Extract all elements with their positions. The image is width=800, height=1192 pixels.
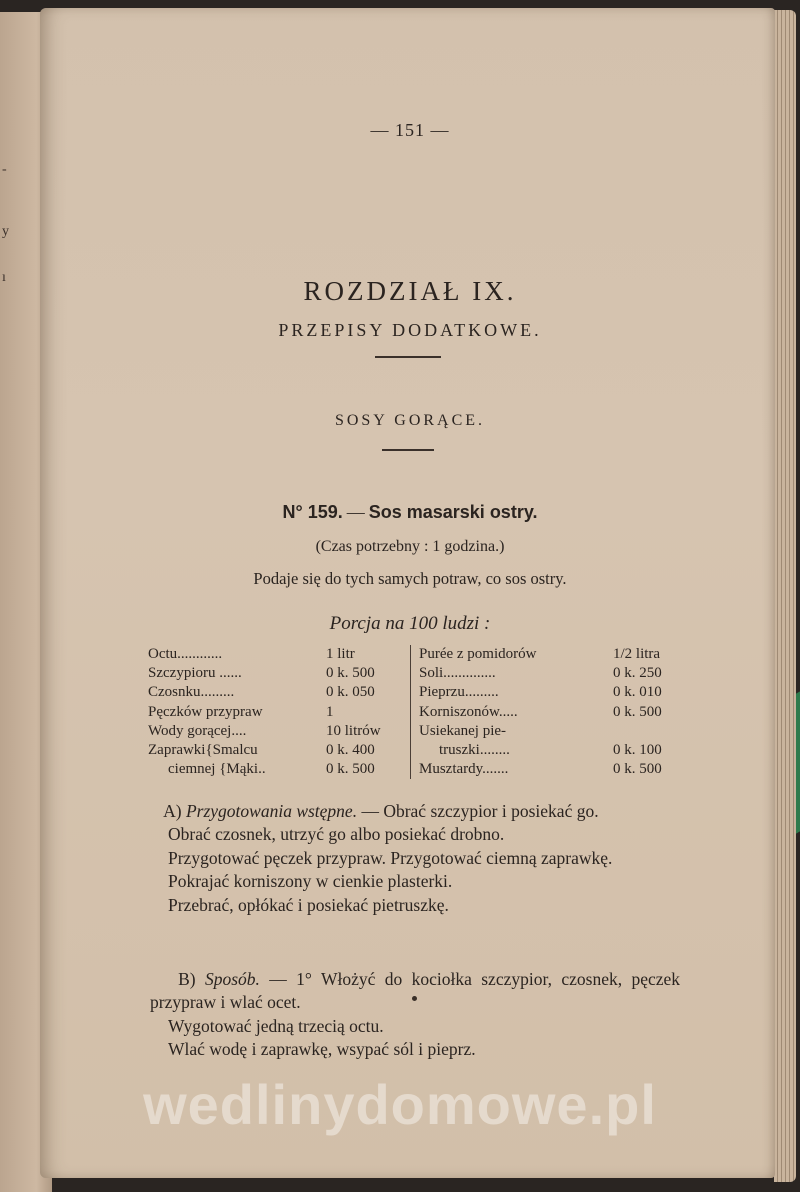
page-number: — 151 — (370, 120, 450, 140)
ingredient-row: Pęczków przypraw 1 (148, 703, 334, 720)
section-b-heading: Sposób. (204, 969, 260, 989)
ingredient-row: ciemnej {Mąki.. 0 k. 500 (168, 761, 375, 778)
paragraph-line: Wygotować jedną trzecią octu. (168, 1015, 384, 1036)
ingredients-right-column (410, 645, 687, 779)
paragraph-line: Obrać czosnek, utrzyć go albo posiekać drobno. (168, 824, 505, 845)
left-margin-char: ı (2, 270, 6, 285)
recipe-name: Sos masarski ostry. (368, 502, 538, 522)
time-note: (Czas potrzebny : 1 godzina.) (315, 538, 505, 555)
section-a (150, 800, 680, 917)
ingredient-row: truszki........ 0 k. 100 (439, 741, 662, 758)
ingredient-row: Zaprawki{Smalcu 0 k. 400 (148, 741, 375, 758)
watermark: wedlinydomowe.pl (143, 1073, 657, 1136)
book-page (40, 8, 775, 1178)
recipe-title: N° 159. — Sos masarski ostry. (282, 502, 538, 522)
section-b (150, 968, 680, 1062)
left-margin-char: - (2, 162, 7, 177)
ingredient-row: Soli.............. 0 k. 250 (419, 665, 662, 682)
section-b-first-line: B) Sposób. — 1° Włożyć do kociołka szczypior, czosnek, pęczek przypraw i wlać ocet. (150, 969, 681, 1013)
ingredient-row: Pieprzu......... 0 k. 010 (419, 684, 662, 701)
ingredient-row: Purée z pomidorów 1/2 litra (419, 646, 661, 662)
paragraph-line: Wlać wodę i zaprawkę, wsypać sól i pieprz. (168, 1039, 476, 1060)
divider (375, 356, 441, 358)
paragraph-line: Pokrajać korniszony w cienkie plasterki. (168, 871, 453, 892)
ingredient-row: Szczypioru ...... 0 k. 500 (148, 665, 375, 682)
paragraph-line: Przebrać, opłókać i posiekać pietruszkę. (168, 894, 449, 915)
paragraph-line: Przygotować pęczek przypraw. Przygotować ciemną zaprawkę. (168, 847, 613, 868)
ingredient-row: Usiekanej pie- (419, 722, 507, 739)
ingredient-row: Wody gorącej.... 10 litrów (148, 722, 381, 739)
ingredient-row: Musztardy....... 0 k. 500 (419, 761, 662, 778)
left-margin-char: y (2, 224, 9, 239)
ink-speck (412, 996, 417, 1001)
section-a-first-line: A) Przygotowania wstępne. — Obrać szczypior i posiekać go. (163, 801, 599, 821)
served-with: Podaje się do tych samych potraw, co sos ostry. (253, 569, 567, 588)
section-title: SOSY GORĄCE. (334, 412, 486, 429)
ingredient-row: Korniszonów..... 0 k. 500 (419, 703, 662, 720)
ingredient-row: Czosnku......... 0 k. 050 (148, 684, 375, 701)
portion-heading: Porcja na 100 ludzi : (329, 613, 491, 634)
chapter-subtitle: PRZEPISY DODATKOWE. (278, 320, 542, 340)
ingredients-left-column (148, 645, 406, 779)
divider (382, 449, 434, 451)
chapter-title: ROZDZIAŁ IX. (303, 276, 517, 306)
section-a-heading: Przygotowania wstępne. (185, 801, 358, 821)
page-edges (774, 10, 796, 1182)
ingredient-row: Octu............ 1 litr (148, 646, 355, 662)
recipe-number: N° 159. (282, 502, 343, 522)
